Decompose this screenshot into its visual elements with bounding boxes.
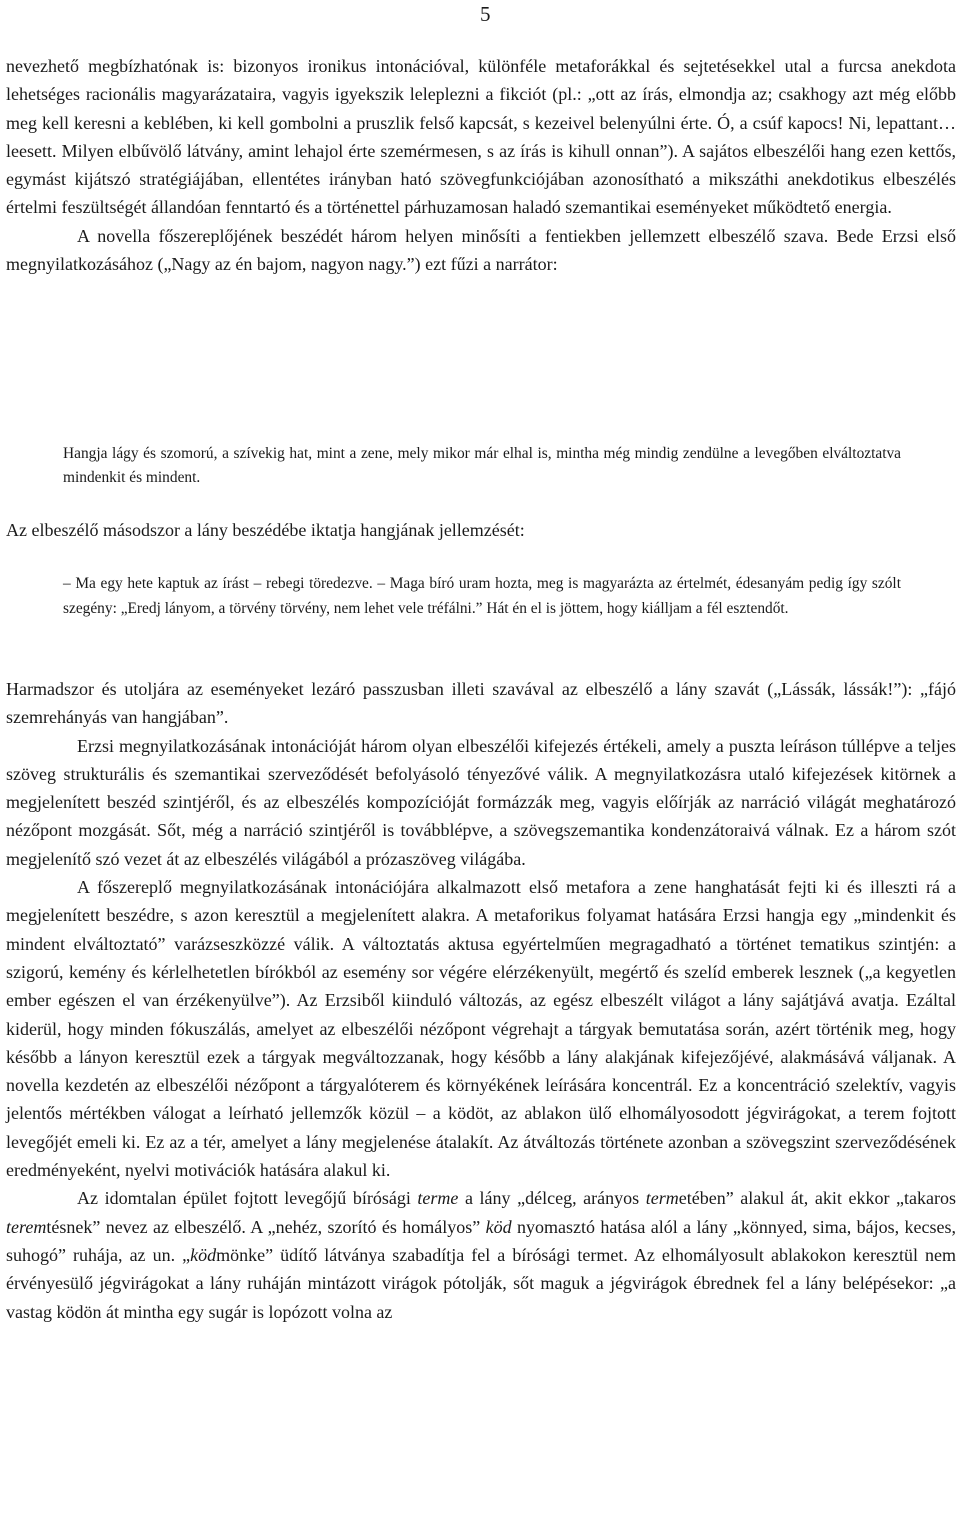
block-quote: – Ma egy hete kaptuk az írást – rebegi töredezve. – Maga bíró uram hozta, meg is magyarázta az értelmét, édesanyám pedig így szólt szegény: „Eredj lányom, a törvény törvény, nem lehet vele tréfálni.” Hát én el is jöttem, hogy kiálljam a fél esztendőt. xyxy=(63,575,901,617)
bottom-text-block xyxy=(6,675,956,1326)
emphasized-word: terem xyxy=(6,1216,47,1237)
paragraph xyxy=(6,1184,956,1325)
paragraph: Az elbeszélő másodszor a lány beszédébe iktatja hangjának jellemzését: xyxy=(6,520,525,540)
text-run: Az idomtalan épület fojtott levegőjű bírósági xyxy=(77,1188,418,1209)
text-run: mönke” üdítő látványa szabadítja fel a bírósági termet. Az elhomályosult ablakokon keresztül nem érvényesülő jégvirágokat a lány ruháján mintázott virágok pótolják, sőt maguk a jégvirágok ébrednek fel a lány belépésekor: „a vastag ködön át mintha egy sugár is lopózott volna az xyxy=(6,1244,957,1322)
emphasized-word: term xyxy=(645,1188,679,1209)
paragraph: nevezhető megbízhatónak is: bizonyos ironikus intonációval, különféle metaforákkal és sejtetésekkel utal a furcsa anekdota lehetséges racionális magyarázataira, vagyis igyekszik leleplezni a fikciót (pl.: „ott az írás, elmondja az; csakhogy azt még előbb meg kell keresni a keblében, ki kell gombolni a pruszlik felső kapcsát, s kezeivel belenyúlni érte. Ó, a csúf kapocs! Ni, lepattant… leesett. Milyen elbűvölő látvány, amint lehajol érte szemérmesen, s az írás is kihull onnan”). A sajátos elbeszélői hang ezen kettős, egymást kijátszó stratégiájában, ellentétes irányban ható szövegfunkciójában azonosítható a mikszáthi anekdotikus elbeszélés értelmi feszültségét állandóan fenntartó és a történettel párhuzamosan haladó szemantikai eseményeket működtető energia. xyxy=(6,56,956,218)
text-run: nyomasztó hatása alól a lány „könnyed, sima, bájos, kecses, suhogó” ruhája, az un. „ xyxy=(6,1216,956,1265)
paragraph: Erzsi megnyilatkozásának intonációját három olyan elbeszélői kifejezés értékeli, amely a puszta leíráson túllépve a teljes szöveg strukturális és szemantikai szerveződését befolyásoló tényezővé válik. A megnyilatkozásra utaló kifejezések kitörnek a megjelenített beszéd szintjéről, és az elbeszélés kompozícióját formázzák meg, vagyis előírják az narráció világát meghatározó nézőpont mozgását. Sőt, még a narráció szintjéről is továbblépve, a szövegszemantika kondenzátoraivá válnak. Ez a három szót megjelenítő szó vezet át az elbeszélés világából a prózaszöveg világába. xyxy=(6,735,956,869)
text-run: etében” alakul át, akit ekkor „takaros xyxy=(678,1188,956,1209)
emphasized-word: köd xyxy=(485,1216,512,1237)
emphasized-word: köd xyxy=(190,1244,217,1265)
emphasized-word: terme xyxy=(417,1188,459,1209)
block-quote: Hangja lágy és szomorú, a szívekig hat, mint a zene, mely mikor már elhal is, mintha még mindig zendülne a levegőben elváltoztatva mindenkit és mindent. xyxy=(63,445,901,486)
paragraph: Harmadszor és utoljára az eseményeket lezáró passzusban illeti szavával az elbeszélő a lány szavát („Lássák, lássák!”): „fájó szemrehányás van hangjában”. xyxy=(6,679,956,728)
text-run: a lány „délceg, arányos xyxy=(458,1188,646,1209)
text-run: tésnek” nevez az elbeszélő. A „nehéz, szorító és homályos” xyxy=(46,1216,486,1237)
paragraph: A novella főszereplőjének beszédét három helyen minősíti a fentiekben jellemzett elbeszélő szava. Bede Erzsi első megnyilatkozásához („Nagy az én bajom, nagyon nagy.”) ezt fűzi a narrátor: xyxy=(6,225,956,275)
top-text-block xyxy=(6,52,956,278)
page-number: 5 xyxy=(480,2,491,26)
paragraph: A főszereplő megnyilatkozásának intonációjára alkalmazott első metafora a zene hanghatását fejti ki és illeszti rá a megjelenített beszédre, s azon keresztül a megjelenített alakra. A metaforikus folyamat hatására Erzsi hangja egy „mindenkit és mindent elváltoztató” varázseszközzé válik. A változtatás aktusa egyértelműen megragadható a történet tematikus szintjén: a szigorú, kemény és kérlelhetetlen bírókból az esemény sor végére elérzékenyült, megértő és szelíd emberek lesznek („a kegyetlen ember egészen el van érzékenyülve”). Az Erzsiből kiinduló változás, az egész elbeszélt világot a lány sajátjává avatja. Ezáltal kiderül, hogy minden fókuszálás, amelyet az elbeszélői nézőpont végrehajt a tárgyak bemutatása során, azért történik meg, hogy később a lányon keresztül ezek a tárgyak megváltozzanak, hogy később a lány alakjának kifejezőjévé, alakmásává váljanak. A novella kezdetén az elbeszélői nézőpont a tárgyalóterem és környékének leírására koncentrál. Ez a koncentráció szelektív, vagyis jelentős mértékben válogat a leírható jellemzők közül – a ködöt, az ablakon ülő elhomályosodott jégvirágokat, a terem fojtott levegőjét emeli ki. Ez az a tér, amelyet a lány megjelenése átalakít. Az átváltozás története azonban a szövegszint szerveződésének eredményeként, nyelvi motivációk hatására alakul ki. xyxy=(6,877,956,1181)
